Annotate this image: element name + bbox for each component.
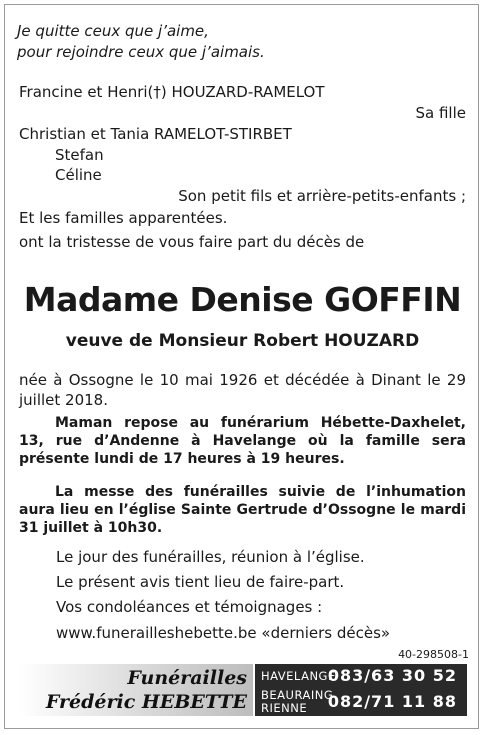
notice-border	[4, 4, 479, 729]
mass-text: La messe des funérailles suivie de l’inhumation aura lieu en l’église Sainte Gertrude d’Ossogne le mardi 31 juillet à 10h30.	[19, 484, 466, 536]
quote-line-2: pour rejoindre ceux que j’aimais.	[17, 43, 265, 61]
contact-box	[255, 664, 467, 716]
funeral-home-name-box	[19, 664, 253, 716]
phone-havelange[interactable]: 083/63 30 52	[327, 666, 457, 685]
website-link[interactable]: www.funerailleshebette.be «derniers décès»	[56, 624, 391, 642]
birth-death-text: née à Ossogne le 10 mai 1926 et décédée à Dinant le 29 juillet 2018.	[19, 371, 466, 409]
reference-number: 40-298508-1	[398, 648, 469, 661]
daughter-names: Francine et Henri(†) HOUZARD-RAMELOT	[19, 83, 325, 101]
announce-line: ont la tristesse de vous faire part du décès de	[19, 233, 365, 251]
meeting-note: Le jour des funérailles, réunion à l’église.	[56, 548, 365, 566]
funeral-home-banner	[19, 664, 467, 716]
phone-beauraing[interactable]: 082/71 11 88	[327, 692, 457, 711]
grandchildren-role: Son petit fils et arrière-petits-enfants ;	[178, 187, 466, 205]
funeral-home-title-1: Funérailles	[127, 667, 247, 689]
location-havelange: HAVELANGE	[261, 669, 336, 683]
location-beauraing: BEAURAING	[261, 688, 334, 702]
great-grandchild-1: Stefan	[55, 146, 104, 164]
relatives-line: Et les familles apparentées.	[19, 209, 228, 227]
notice-note: Le présent avis tient lieu de faire-part.	[56, 573, 345, 591]
funeral-home-title-2: Frédéric HEBETTE	[45, 691, 247, 713]
grandson-names: Christian et Tania RAMELOT-STIRBET	[19, 125, 292, 143]
repose-text: Maman repose au funérarium Hébette-Daxhelet, 13, rue d’Andenne à Havelange où la famille sera présente lundi de 17 heures à 19 heures.	[19, 415, 466, 467]
location-rienne: RIENNE	[261, 701, 308, 715]
condolences-note: Vos condoléances et témoignages :	[56, 598, 323, 616]
great-grandchild-2: Céline	[55, 166, 102, 184]
quote-line-1: Je quitte ceux que j’aime,	[17, 22, 209, 40]
daughter-role: Sa fille	[415, 104, 466, 122]
widow-of-line: veuve de Monsieur Robert HOUZARD	[65, 331, 420, 351]
deceased-name: Madame Denise GOFFIN	[23, 280, 462, 319]
